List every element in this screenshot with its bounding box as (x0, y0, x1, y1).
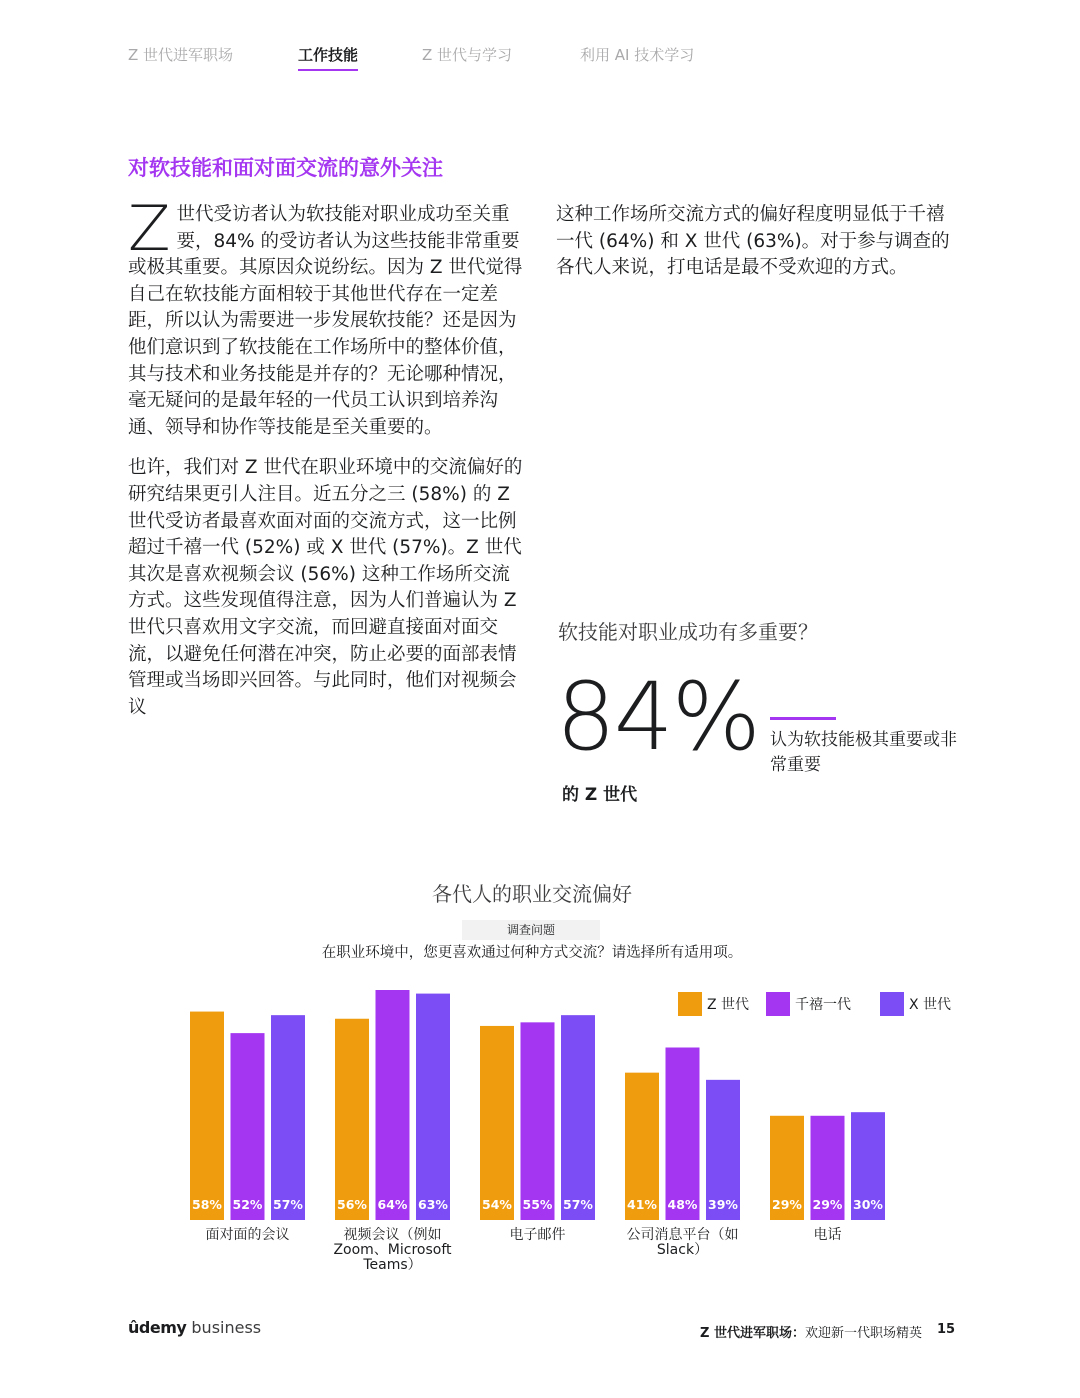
bar-value-label-4-2: 30% (853, 1197, 883, 1212)
bar-value-label-4-1: 29% (812, 1197, 843, 1212)
category-label-line: 电子邮件 (509, 1227, 566, 1243)
bar-value-label-3-2: 39% (708, 1197, 738, 1212)
bar-value-label-0-0: 58% (192, 1197, 222, 1212)
category-label-line: 面对面的会议 (205, 1227, 290, 1243)
bar-0-2 (271, 1015, 305, 1220)
paragraph-1-text: 世代受访者认为软技能对职业成功至关重要，84% 的受访者认为这些技能非常重要或极其重要。其原因众说纷纭。因为 Z 世代觉得自己在软技能方面相较于其他世代存在一定差距，所以认为需要进一步发展软技能？还是因为他们意识到了软技能在工作场所中的整体价值，其与技术和业务技能是并存的？无论哪种情况，毫无疑问的是最年轻的一代员工认识到培养沟通、领导和协作等技能是至关重要的。 (128, 204, 523, 438)
category-label-0 (178, 1228, 318, 1243)
bar-2-2 (561, 1015, 595, 1220)
chart-title: 各代人的职业交流偏好 (432, 882, 632, 906)
stat-value: 84% (556, 663, 759, 772)
legend-label-gen-z: Z 世代 (707, 997, 750, 1013)
survey-tag: 调查问题 (462, 920, 600, 940)
bar-0-0 (190, 1012, 224, 1220)
legend-label-gen-x: X 世代 (909, 997, 952, 1013)
bar-value-label-1-1: 64% (377, 1197, 408, 1212)
bar-value-label-4-0: 29% (772, 1197, 802, 1212)
category-label-line: Slack） (656, 1242, 709, 1258)
stat-question: 软技能对职业成功有多重要？ (558, 620, 818, 644)
tab-work-skills[interactable]: 工作技能 (298, 46, 359, 64)
category-label-line: 电话 (813, 1227, 842, 1243)
article-column-right (556, 202, 956, 282)
page-number: 15 (937, 1322, 956, 1337)
bar-value-label-3-0: 41% (627, 1197, 657, 1212)
category-label-line: 视频会议（例如 (343, 1227, 442, 1243)
tab-gen-z-learning[interactable]: Z 世代与学习 (422, 46, 513, 64)
bar-value-label-2-1: 55% (522, 1197, 553, 1212)
bar-0-1 (231, 1033, 265, 1220)
category-label-2 (468, 1228, 608, 1243)
communication-preference-bar-chart (0, 980, 1080, 1225)
category-label-4 (758, 1228, 898, 1243)
stat-description: 认为软技能极其重要或非常重要 (770, 730, 957, 775)
bar-2-0 (480, 1026, 514, 1220)
udemy-business-logo: ûdemy business (128, 1318, 262, 1337)
category-label-1 (323, 1228, 463, 1273)
bar-1-1 (376, 990, 410, 1220)
dropcap-letter: Z (128, 192, 171, 265)
bar-value-label-3-1: 48% (667, 1197, 698, 1212)
article-column-left (128, 192, 528, 721)
bar-value-label-2-2: 57% (563, 1197, 593, 1212)
article-paragraph-1 (128, 192, 528, 441)
stat-accent-line (770, 717, 836, 720)
category-label-3 (613, 1228, 753, 1258)
bar-value-label-1-0: 56% (337, 1197, 367, 1212)
bar-value-label-0-2: 57% (273, 1197, 303, 1212)
category-label-line: Teams） (363, 1257, 422, 1273)
survey-question: 在职业环境中，您更喜欢通过何种方式交流？请选择所有适用项。 (321, 945, 743, 961)
top-navigation (128, 44, 948, 68)
article-paragraph-3: 这种工作场所交流方式的偏好程度明显低于千禧一代 (64%) 和 X 世代 (63%)。对于参与调查的各代人来说，打电话是最不受欢迎的方式。 (556, 204, 950, 279)
bar-1-0 (335, 1019, 369, 1220)
footer-report-title: Z 世代进军职场：欢迎新一代职场精英 (700, 1326, 922, 1341)
category-label-line: 公司消息平台（如 (626, 1227, 739, 1243)
bar-value-label-1-2: 63% (418, 1197, 448, 1212)
bar-value-label-0-1: 52% (232, 1197, 263, 1212)
bar-2-1 (521, 1022, 555, 1220)
category-label-line: Zoom、Microsoft (333, 1242, 452, 1258)
stat-subject: 的 Z 世代 (562, 785, 638, 805)
article-paragraph-2: 也许，我们对 Z 世代在职业环境中的交流偏好的研究结果更引人注目。近五分之三 (58%) 的 Z 世代受访者最喜欢面对面的交流方式，这一比例超过千禧一代 (52%) 或 X 世代 (57%)。Z 世代其次是喜欢视频会议 (56%) 这种工作场所交流方式。这些发现值得注意，因为人们普遍认为 Z 世代只喜欢用文字交流，而回避直接面对面交流，以避免任何潜在冲突，防止必要的面部表情管理或当场即兴回答。与此同时，他们对视频会议 (128, 457, 523, 718)
bar-value-label-2-0: 54% (482, 1197, 512, 1212)
tab-gen-z-workforce[interactable]: Z 世代进军职场 (128, 46, 234, 64)
bar-3-1 (666, 1048, 700, 1221)
bar-1-2 (416, 994, 450, 1220)
section-title: 对软技能和面对面交流的意外关注 (128, 156, 443, 180)
tab-ai-learning[interactable]: 利用 AI 技术学习 (580, 46, 695, 64)
legend-label-millennials: 千禧一代 (795, 997, 851, 1013)
